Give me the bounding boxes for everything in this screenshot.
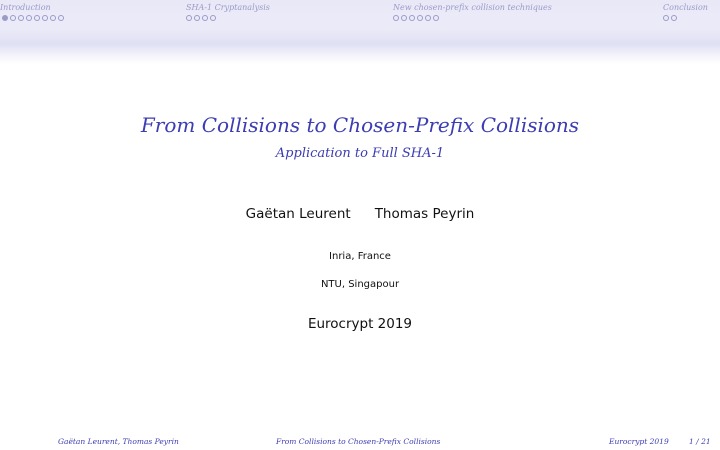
navigation-bar: [0, 0, 720, 64]
nav-dots-introduction[interactable]: [2, 15, 64, 21]
nav-section-new-techniques[interactable]: New chosen-prefix collision techniques: [393, 3, 552, 12]
nav-frame-dot[interactable]: [409, 15, 415, 21]
footer-event: Eurocrypt 2019: [609, 437, 669, 446]
author-name: Thomas Peyrin: [374, 206, 475, 222]
slide-title: From Collisions to Chosen-Prefix Collisions: [140, 113, 580, 137]
nav-frame-dot[interactable]: [663, 15, 669, 21]
footer-authors: Gaëtan Leurent, Thomas Peyrin: [58, 437, 179, 446]
nav-frame-dot[interactable]: [433, 15, 439, 21]
nav-dots-conclusion[interactable]: [663, 15, 677, 21]
nav-dots-new-techniques[interactable]: [393, 15, 439, 21]
nav-section-sha1-cryptanalysis[interactable]: SHA-1 Cryptanalysis: [186, 3, 270, 12]
nav-section-conclusion[interactable]: Conclusion: [663, 3, 708, 12]
nav-frame-dot[interactable]: [42, 15, 48, 21]
nav-frame-dot[interactable]: [34, 15, 40, 21]
footer-title: From Collisions to Chosen-Prefix Collisions: [276, 437, 441, 446]
author-name: Gaëtan Leurent: [245, 206, 351, 222]
institution: NTU, Singapour: [320, 279, 400, 290]
conference-name: Eurocrypt 2019: [307, 316, 413, 332]
nav-frame-dot[interactable]: [671, 15, 677, 21]
nav-frame-dot[interactable]: [194, 15, 200, 21]
nav-frame-dot[interactable]: [202, 15, 208, 21]
nav-frame-dot[interactable]: [18, 15, 24, 21]
author-list: [0, 206, 720, 222]
nav-frame-dot[interactable]: [10, 15, 16, 21]
footer-page-number: 1 / 21: [689, 437, 711, 446]
nav-frame-dot[interactable]: [417, 15, 423, 21]
nav-frame-dot[interactable]: [2, 15, 8, 21]
institution: Inria, France: [329, 251, 391, 262]
nav-frame-dot[interactable]: [425, 15, 431, 21]
slide-subtitle: Application to Full SHA-1: [275, 146, 445, 161]
nav-frame-dot[interactable]: [401, 15, 407, 21]
nav-frame-dot[interactable]: [393, 15, 399, 21]
nav-frame-dot[interactable]: [26, 15, 32, 21]
nav-frame-dot[interactable]: [210, 15, 216, 21]
nav-section-introduction[interactable]: Introduction: [0, 3, 51, 12]
nav-dots-sha1-cryptanalysis[interactable]: [186, 15, 216, 21]
nav-frame-dot[interactable]: [58, 15, 64, 21]
nav-frame-dot[interactable]: [186, 15, 192, 21]
nav-frame-dot[interactable]: [50, 15, 56, 21]
